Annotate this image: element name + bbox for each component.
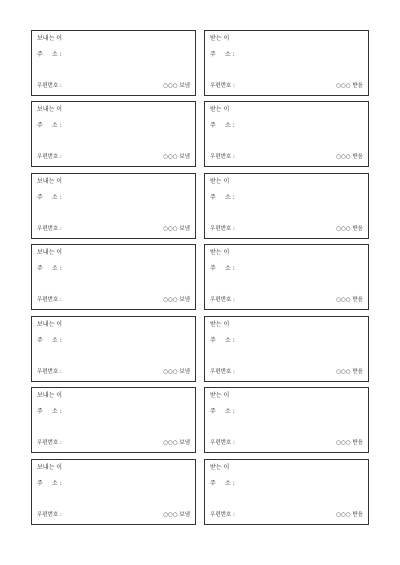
receiver-heading: 받는 이 (210, 35, 230, 42)
sender-heading: 보내는 이 (37, 464, 63, 471)
address-line: 주 소 : (210, 194, 235, 201)
receiver-card (204, 316, 369, 382)
receiver-heading: 받는 이 (210, 392, 230, 399)
receiver-card (204, 387, 369, 453)
sender-card (31, 244, 196, 310)
sender-card (31, 316, 196, 382)
sender-card (31, 173, 196, 239)
receiver-card (204, 459, 369, 525)
zip-code-label: 우편번호 : (210, 226, 235, 232)
address-line: 주 소 : (37, 408, 62, 415)
zip-code-label: 우편번호 : (37, 226, 62, 232)
address-line: 주 소 : (210, 480, 235, 487)
receiver-heading: 받는 이 (210, 464, 230, 471)
sender-card (31, 387, 196, 453)
sender-heading: 보내는 이 (37, 249, 63, 256)
receiver-name-label: ○○○ 받음 (336, 297, 363, 303)
zip-code-label: 우편번호 : (210, 369, 235, 375)
zip-code-label: 우편번호 : (210, 512, 235, 518)
zip-code-label: 우편번호 : (37, 297, 62, 303)
receiver-card (204, 244, 369, 310)
sender-name-label: ○○○ 보냄 (163, 512, 190, 518)
receiver-heading: 받는 이 (210, 178, 230, 185)
address-line: 주 소 : (37, 122, 62, 129)
zip-code-label: 우편번호 : (37, 440, 62, 446)
address-line: 주 소 : (37, 51, 62, 58)
sender-card (31, 30, 196, 96)
zip-code-label: 우편번호 : (37, 154, 62, 160)
sender-name-label: ○○○ 보냄 (163, 154, 190, 160)
zip-code-label: 우편번호 : (210, 297, 235, 303)
address-line: 주 소 : (37, 337, 62, 344)
address-line: 주 소 : (37, 265, 62, 272)
sender-card (31, 459, 196, 525)
sender-heading: 보내는 이 (37, 392, 63, 399)
receiver-name-label: ○○○ 받음 (336, 369, 363, 375)
receiver-name-label: ○○○ 받음 (336, 83, 363, 89)
receiver-name-label: ○○○ 받음 (336, 440, 363, 446)
sender-name-label: ○○○ 보냄 (163, 297, 190, 303)
receiver-card (204, 173, 369, 239)
address-line: 주 소 : (37, 480, 62, 487)
address-line: 주 소 : (210, 265, 235, 272)
receiver-heading: 받는 이 (210, 106, 230, 113)
address-line: 주 소 : (210, 122, 235, 129)
sender-heading: 보내는 이 (37, 178, 63, 185)
receiver-name-label: ○○○ 받음 (336, 512, 363, 518)
zip-code-label: 우편번호 : (210, 83, 235, 89)
receiver-name-label: ○○○ 받음 (336, 226, 363, 232)
sender-heading: 보내는 이 (37, 321, 63, 328)
receiver-heading: 받는 이 (210, 249, 230, 256)
zip-code-label: 우편번호 : (37, 369, 62, 375)
address-line: 주 소 : (210, 51, 235, 58)
sender-name-label: ○○○ 보냄 (163, 226, 190, 232)
zip-code-label: 우편번호 : (210, 440, 235, 446)
sender-name-label: ○○○ 보냄 (163, 369, 190, 375)
receiver-card (204, 101, 369, 167)
address-line: 주 소 : (37, 194, 62, 201)
zip-code-label: 우편번호 : (37, 512, 62, 518)
address-line: 주 소 : (210, 337, 235, 344)
receiver-card (204, 30, 369, 96)
sender-heading: 보내는 이 (37, 106, 63, 113)
sender-card (31, 101, 196, 167)
address-line: 주 소 : (210, 408, 235, 415)
receiver-name-label: ○○○ 받음 (336, 154, 363, 160)
sender-name-label: ○○○ 보냄 (163, 83, 190, 89)
zip-code-label: 우편번호 : (210, 154, 235, 160)
sender-name-label: ○○○ 보냄 (163, 440, 190, 446)
sender-heading: 보내는 이 (37, 35, 63, 42)
zip-code-label: 우편번호 : (37, 83, 62, 89)
receiver-heading: 받는 이 (210, 321, 230, 328)
